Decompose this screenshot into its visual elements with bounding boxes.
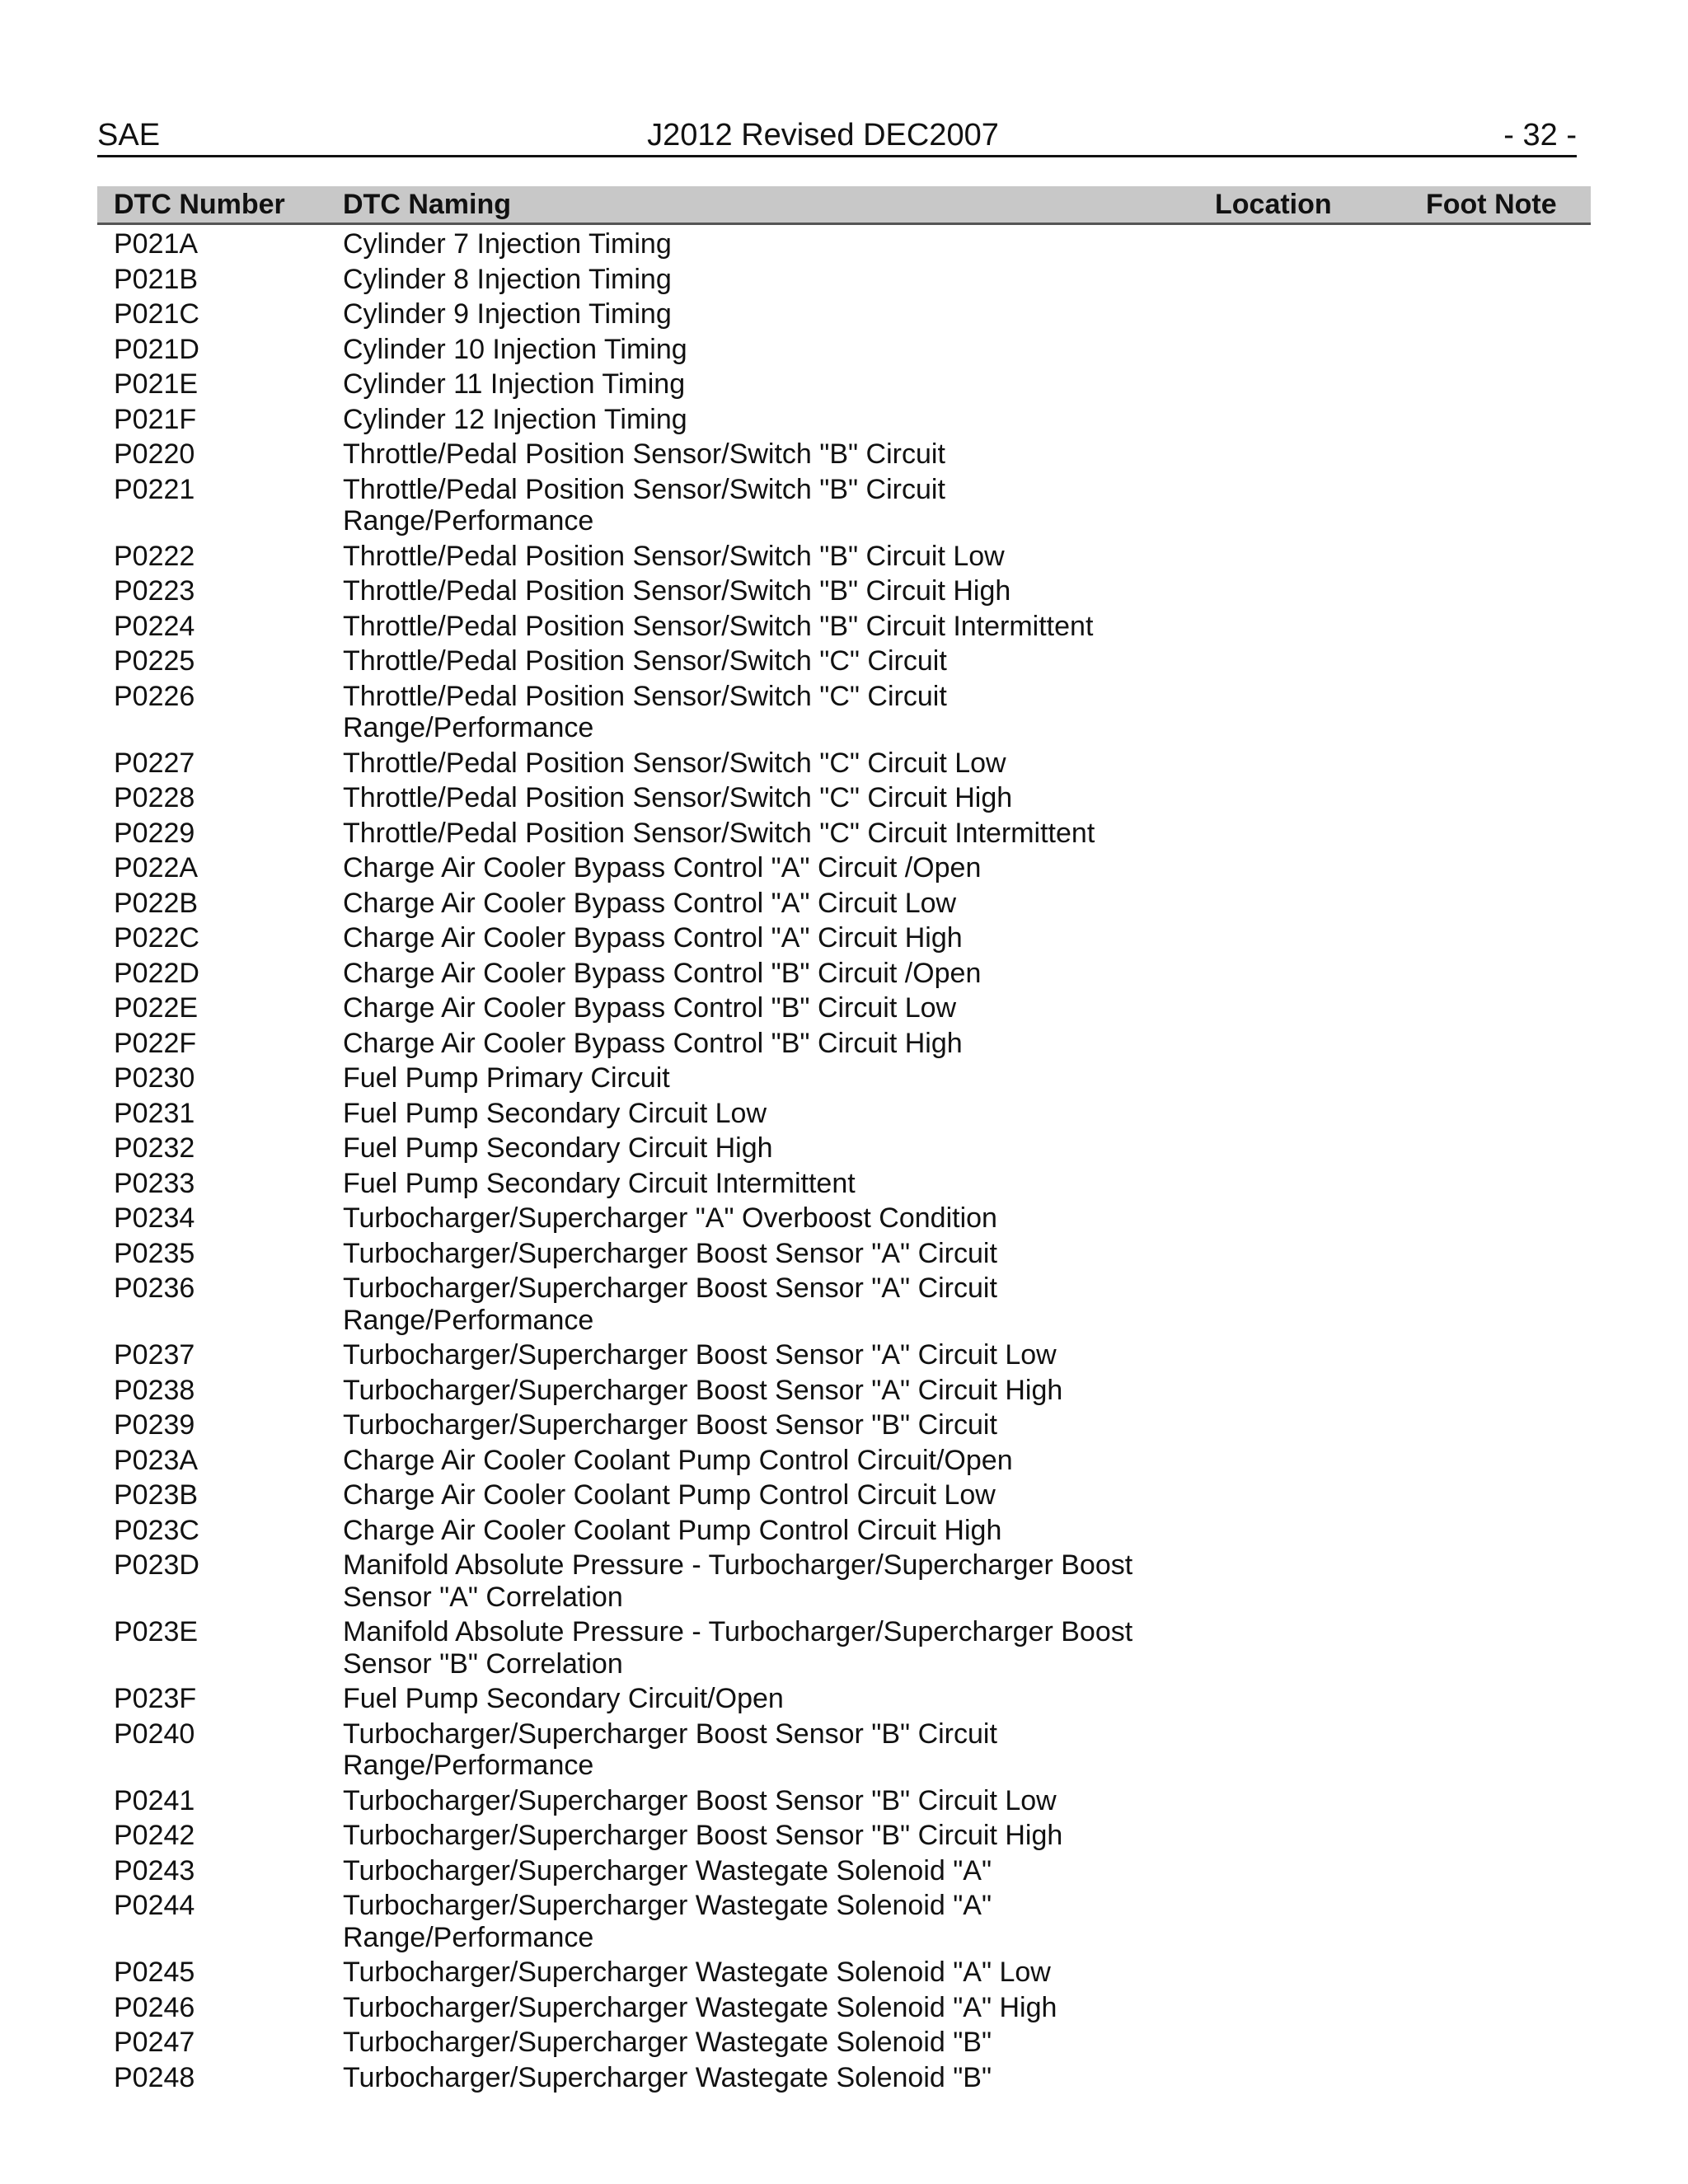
table-row [97, 401, 1591, 436]
dtc-naming-line: Turbocharger/Supercharger Boost Sensor "A" Circuit Low [343, 1339, 1057, 1371]
dtc-number: P0240 [114, 1718, 195, 1750]
dtc-number: P0243 [114, 1854, 195, 1886]
dtc-naming-line: Fuel Pump Primary Circuit [343, 1062, 670, 1094]
dtc-naming [343, 1059, 1250, 1094]
table-row [97, 572, 1591, 607]
dtc-naming [343, 435, 1250, 471]
dtc-naming [343, 884, 1250, 920]
dtc-number: P023A [114, 1444, 199, 1476]
dtc-naming-line: Charge Air Cooler Bypass Control "B" Circuit /Open [343, 957, 982, 989]
dtc-naming-line: Throttle/Pedal Position Sensor/Switch "B" Circuit [343, 473, 945, 505]
dtc-naming [343, 1511, 1250, 1547]
table-row [97, 471, 1591, 537]
dtc-naming [343, 330, 1250, 366]
dtc-naming [343, 1165, 1250, 1200]
dtc-number: P0248 [114, 2061, 195, 2093]
dtc-naming [343, 401, 1250, 436]
table-row [97, 365, 1591, 401]
dtc-naming-line: Turbocharger/Supercharger "A" Overboost Condition [343, 1202, 997, 1234]
table-header [97, 186, 1591, 225]
dtc-naming [343, 1680, 1250, 1715]
dtc-naming [343, 2059, 1250, 2094]
dtc-number: P0227 [114, 747, 195, 779]
dtc-naming [343, 1441, 1250, 1477]
table-row [97, 1511, 1591, 1547]
dtc-naming [343, 642, 1250, 677]
dtc-number: P0233 [114, 1167, 195, 1199]
dtc-naming-line: Charge Air Cooler Coolant Pump Control Circuit/Open [343, 1444, 1013, 1476]
dtc-naming-line: Charge Air Cooler Bypass Control "B" Circuit High [343, 1027, 963, 1059]
dtc-number: P022F [114, 1027, 197, 1059]
dtc-naming [343, 260, 1250, 296]
dtc-number: P0221 [114, 473, 195, 505]
dtc-naming-line: Sensor "B" Correlation [343, 1647, 623, 1680]
dtc-number: P0242 [114, 1820, 195, 1851]
dtc-naming [343, 295, 1250, 330]
dtc-naming-line: Turbocharger/Supercharger Boost Sensor "B" Circuit [343, 1409, 997, 1441]
table-row [97, 225, 1591, 260]
column-header-dtc-naming: DTC Naming [343, 189, 511, 220]
table-row [97, 1613, 1591, 1680]
dtc-number: P022A [114, 852, 199, 883]
dtc-naming-line: Turbocharger/Supercharger Wastegate Solenoid "B" [343, 2061, 992, 2093]
dtc-naming-line: Throttle/Pedal Position Sensor/Switch "C" Circuit High [343, 782, 1013, 813]
table-row [97, 1953, 1591, 1989]
dtc-naming-line: Throttle/Pedal Position Sensor/Switch "B" Circuit Low [343, 540, 1005, 572]
table-row [97, 1059, 1591, 1094]
dtc-naming [343, 744, 1250, 780]
dtc-naming [343, 1476, 1250, 1511]
dtc-number: P021F [114, 403, 197, 435]
table-row [97, 1336, 1591, 1371]
dtc-naming-line: Throttle/Pedal Position Sensor/Switch "C" Circuit Intermittent [343, 817, 1095, 849]
column-header-dtc-number: DTC Number [114, 189, 285, 220]
table-row [97, 1782, 1591, 1817]
dtc-naming-line: Throttle/Pedal Position Sensor/Switch "C" Circuit [343, 680, 947, 712]
dtc-number: P021C [114, 298, 199, 330]
dtc-naming [343, 1816, 1250, 1852]
dtc-number: P023F [114, 1683, 197, 1714]
dtc-number: P0224 [114, 610, 195, 642]
dtc-naming [343, 677, 1250, 744]
table-row [97, 260, 1591, 296]
dtc-naming [343, 814, 1250, 850]
dtc-naming [343, 1094, 1250, 1130]
table-row [97, 1129, 1591, 1165]
table-row [97, 1371, 1591, 1407]
table-row [97, 1546, 1591, 1613]
dtc-number: P0222 [114, 540, 195, 572]
dtc-naming [343, 1269, 1250, 1336]
dtc-naming [343, 919, 1250, 954]
table-row [97, 435, 1591, 471]
dtc-number: P0229 [114, 817, 195, 849]
dtc-number: P0225 [114, 645, 195, 677]
table-row [97, 2059, 1591, 2094]
dtc-naming [343, 1852, 1250, 1887]
table-row [97, 1235, 1591, 1270]
dtc-naming [343, 572, 1250, 607]
table-row [97, 954, 1591, 990]
dtc-naming [343, 537, 1250, 573]
table-body [97, 225, 1591, 2093]
dtc-naming-line: Range/Performance [343, 1921, 594, 1953]
dtc-number: P0235 [114, 1237, 195, 1269]
table-row [97, 1269, 1591, 1336]
table-row [97, 1886, 1591, 1953]
table-row [97, 677, 1591, 744]
header-org: SAE [97, 118, 161, 152]
dtc-number: P023D [114, 1549, 199, 1581]
dtc-naming-line: Throttle/Pedal Position Sensor/Switch "C" Circuit Low [343, 747, 1006, 779]
dtc-number: P021A [114, 228, 199, 260]
table-row [97, 2023, 1591, 2059]
dtc-naming-line: Throttle/Pedal Position Sensor/Switch "B" Circuit [343, 438, 945, 470]
dtc-number: P0232 [114, 1132, 195, 1164]
dtc-naming [343, 1199, 1250, 1235]
table-row [97, 884, 1591, 920]
dtc-naming [343, 1989, 1250, 2024]
dtc-number: P0246 [114, 1991, 195, 2023]
table-row [97, 1680, 1591, 1715]
column-header-location: Location [1215, 189, 1332, 220]
dtc-number: P0223 [114, 575, 195, 607]
dtc-naming-line: Turbocharger/Supercharger Wastegate Solenoid "A" High [343, 1991, 1057, 2023]
table-row [97, 1989, 1591, 2024]
dtc-naming-line: Charge Air Cooler Bypass Control "A" Circuit /Open [343, 852, 982, 883]
dtc-naming-line: Cylinder 10 Injection Timing [343, 333, 687, 365]
dtc-naming-line: Charge Air Cooler Bypass Control "A" Circuit Low [343, 887, 957, 919]
dtc-naming [343, 1336, 1250, 1371]
dtc-number: P0220 [114, 438, 195, 470]
dtc-number: P023B [114, 1479, 199, 1511]
dtc-naming [343, 225, 1250, 260]
table-row [97, 1094, 1591, 1130]
table-row [97, 1441, 1591, 1477]
dtc-number: P023E [114, 1616, 199, 1647]
dtc-naming [343, 1235, 1250, 1270]
dtc-naming-line: Throttle/Pedal Position Sensor/Switch "B" Circuit Intermittent [343, 610, 1094, 642]
dtc-naming-line: Cylinder 8 Injection Timing [343, 263, 672, 295]
dtc-number: P0234 [114, 1202, 195, 1234]
dtc-number: P0237 [114, 1339, 195, 1371]
dtc-naming-line: Range/Performance [343, 1304, 594, 1336]
dtc-number: P022D [114, 957, 199, 989]
table-row [97, 1165, 1591, 1200]
dtc-naming-line: Manifold Absolute Pressure - Turbocharger/Supercharger Boost [343, 1549, 1133, 1581]
dtc-naming-line: Fuel Pump Secondary Circuit/Open [343, 1683, 784, 1714]
dtc-naming [343, 1024, 1250, 1060]
header-page-number: - 32 - [1503, 118, 1577, 152]
dtc-naming [343, 471, 1250, 537]
table-row [97, 607, 1591, 643]
dtc-naming-line: Cylinder 11 Injection Timing [343, 368, 686, 400]
dtc-naming-line: Turbocharger/Supercharger Wastegate Solenoid "A" [343, 1890, 992, 1921]
dtc-naming-line: Fuel Pump Secondary Circuit Low [343, 1097, 767, 1129]
dtc-naming-line: Charge Air Cooler Coolant Pump Control Circuit Low [343, 1479, 996, 1511]
dtc-number: P0239 [114, 1409, 195, 1441]
dtc-naming-line: Turbocharger/Supercharger Boost Sensor "B" Circuit Low [343, 1784, 1057, 1816]
dtc-number: P0238 [114, 1374, 195, 1406]
table-row [97, 330, 1591, 366]
dtc-naming [343, 954, 1250, 990]
table-row [97, 849, 1591, 884]
dtc-naming-line: Charge Air Cooler Coolant Pump Control Circuit High [343, 1514, 1002, 1546]
dtc-naming-line: Turbocharger/Supercharger Wastegate Solenoid "B" [343, 2027, 992, 2058]
dtc-number: P021B [114, 263, 199, 295]
dtc-naming [343, 989, 1250, 1024]
table-row [97, 537, 1591, 573]
dtc-naming-line: Turbocharger/Supercharger Boost Sensor "A" Circuit High [343, 1374, 1063, 1406]
table-row [97, 295, 1591, 330]
dtc-naming [343, 607, 1250, 643]
dtc-number: P0230 [114, 1062, 195, 1094]
dtc-naming [343, 365, 1250, 401]
dtc-naming-line: Range/Performance [343, 712, 594, 743]
dtc-naming-line: Cylinder 12 Injection Timing [343, 403, 687, 435]
dtc-number: P023C [114, 1514, 199, 1546]
dtc-table [97, 186, 1591, 2093]
dtc-naming [343, 1371, 1250, 1407]
dtc-naming [343, 1406, 1250, 1441]
table-row [97, 989, 1591, 1024]
dtc-naming-line: Fuel Pump Secondary Circuit High [343, 1132, 773, 1164]
dtc-naming-line: Throttle/Pedal Position Sensor/Switch "B" Circuit High [343, 575, 1011, 607]
table-row [97, 1715, 1591, 1782]
table-row [97, 744, 1591, 780]
column-header-foot-note: Foot Note [1426, 189, 1557, 220]
table-row [97, 1476, 1591, 1511]
table-row [97, 1816, 1591, 1852]
page-header [97, 115, 1577, 157]
dtc-number: P022C [114, 922, 199, 954]
table-row [97, 1852, 1591, 1887]
dtc-naming [343, 1715, 1250, 1782]
dtc-naming [343, 1546, 1250, 1613]
dtc-naming-line: Sensor "A" Correlation [343, 1581, 623, 1613]
dtc-naming [343, 849, 1250, 884]
table-row [97, 1024, 1591, 1060]
header-document-id: J2012 Revised DEC2007 [647, 118, 999, 152]
dtc-naming-line: Charge Air Cooler Bypass Control "B" Circuit Low [343, 992, 957, 1024]
dtc-naming [343, 2023, 1250, 2059]
dtc-naming-line: Turbocharger/Supercharger Boost Sensor "A" Circuit [343, 1237, 997, 1269]
dtc-naming-line: Range/Performance [343, 505, 594, 537]
dtc-naming [343, 1613, 1250, 1680]
dtc-naming-line: Fuel Pump Secondary Circuit Intermittent [343, 1167, 856, 1199]
dtc-number: P021D [114, 333, 199, 365]
table-row [97, 919, 1591, 954]
dtc-naming [343, 1953, 1250, 1989]
dtc-number: P0228 [114, 782, 195, 813]
table-row [97, 814, 1591, 850]
dtc-naming-line: Range/Performance [343, 1750, 594, 1781]
dtc-naming-line: Turbocharger/Supercharger Wastegate Solenoid "A" [343, 1854, 992, 1886]
dtc-naming [343, 1782, 1250, 1817]
dtc-naming-line: Turbocharger/Supercharger Wastegate Solenoid "A" Low [343, 1957, 1051, 1988]
dtc-naming-line: Throttle/Pedal Position Sensor/Switch "C" Circuit [343, 645, 947, 677]
dtc-number: P0244 [114, 1890, 195, 1921]
table-row [97, 642, 1591, 677]
dtc-naming-line: Charge Air Cooler Bypass Control "A" Circuit High [343, 922, 963, 954]
dtc-naming-line: Turbocharger/Supercharger Boost Sensor "B" Circuit [343, 1718, 997, 1750]
table-row [97, 779, 1591, 814]
dtc-number: P0231 [114, 1097, 195, 1129]
dtc-naming-line: Cylinder 7 Injection Timing [343, 228, 672, 260]
dtc-number: P0247 [114, 2027, 195, 2058]
table-row [97, 1199, 1591, 1235]
dtc-number: P0241 [114, 1784, 195, 1816]
dtc-number: P0226 [114, 680, 195, 712]
dtc-naming-line: Turbocharger/Supercharger Boost Sensor "A" Circuit [343, 1272, 997, 1304]
dtc-naming-line: Manifold Absolute Pressure - Turbocharger/Supercharger Boost [343, 1616, 1133, 1647]
dtc-number: P0236 [114, 1272, 195, 1304]
dtc-number: P022E [114, 992, 199, 1024]
dtc-naming [343, 779, 1250, 814]
dtc-naming [343, 1886, 1250, 1953]
dtc-number: P022B [114, 887, 199, 919]
dtc-number: P021E [114, 368, 199, 400]
dtc-naming-line: Turbocharger/Supercharger Boost Sensor "B" Circuit High [343, 1820, 1063, 1851]
dtc-number: P0245 [114, 1957, 195, 1988]
table-row [97, 1406, 1591, 1441]
dtc-naming [343, 1129, 1250, 1165]
dtc-naming-line: Cylinder 9 Injection Timing [343, 298, 672, 330]
